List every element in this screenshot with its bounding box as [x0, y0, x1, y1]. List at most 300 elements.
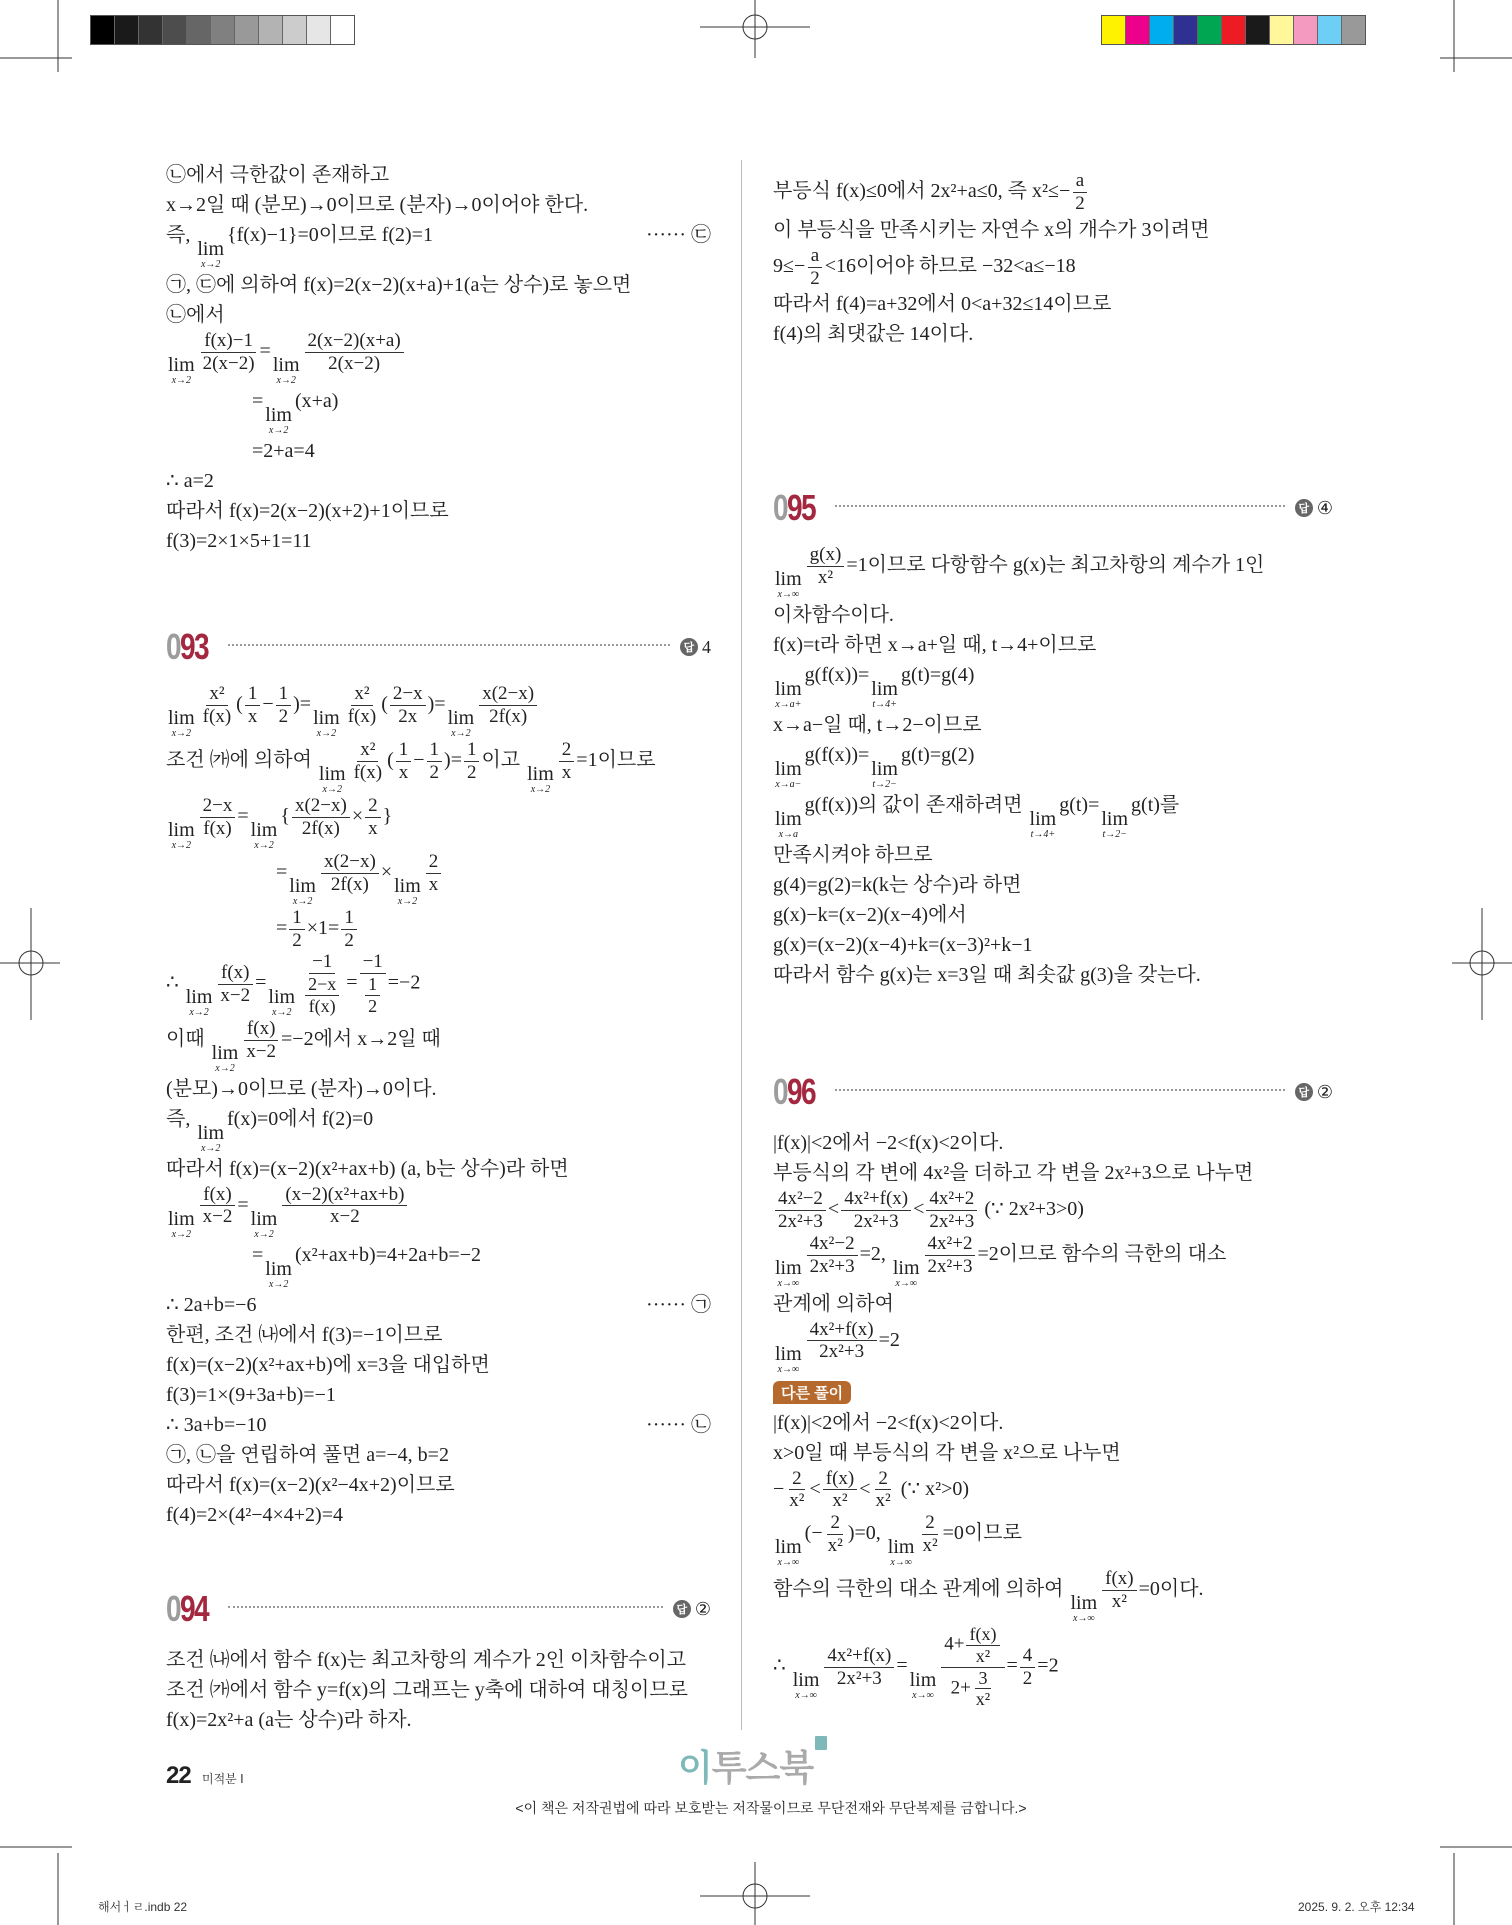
math-text: x: [398, 761, 409, 783]
limit-expression: [289, 876, 316, 907]
lim-operator: lim: [792, 1668, 820, 1691]
math-text: 1: [292, 906, 302, 928]
problem-number-main: 93: [180, 626, 209, 667]
limit-expression: [313, 708, 340, 739]
fraction-denominator: [559, 762, 575, 784]
fraction: [243, 1018, 279, 1063]
math-text: 2x²+3: [853, 1210, 899, 1232]
solution-line: [773, 840, 1333, 870]
fraction-denominator: [328, 874, 372, 896]
fraction: [345, 683, 379, 728]
fraction-numerator: [789, 1468, 805, 1491]
fraction: [464, 739, 480, 784]
math-text: 조건 ㈏에서 함수 f(x)는 최고차항의 계수가 2인 이차함수이고: [166, 1649, 687, 1671]
problem-number-prefix: 0: [166, 1588, 181, 1629]
math-text: f(x)−1: [204, 330, 253, 351]
fraction-denominator: [926, 1211, 977, 1233]
solution-line: [166, 330, 711, 386]
lim-operator: lim: [268, 985, 296, 1008]
math-text: 2x²+3: [809, 1255, 855, 1277]
lim-operator: lim: [168, 706, 195, 729]
limit-expression: [775, 679, 802, 710]
color-swatch: [1342, 16, 1365, 44]
limit-expression: [268, 987, 295, 1018]
fraction: [365, 974, 380, 1017]
solution-line: [773, 630, 1333, 660]
lim-operator: lim: [1101, 807, 1129, 830]
logo-text-first: 이: [678, 1747, 712, 1788]
math-text: 2: [810, 267, 820, 289]
math-text: a: [1075, 170, 1085, 191]
math-text: ㉡에서 극한값이 존재하고: [166, 164, 390, 186]
limit-expression: [893, 1258, 920, 1289]
lim-subscript: x→2: [215, 1062, 235, 1074]
fraction-numerator: [396, 739, 412, 762]
math-text: g(t)=: [1059, 793, 1100, 816]
limit-expression: [871, 759, 898, 790]
fraction-numerator: [321, 851, 379, 874]
solution-line: [773, 710, 1333, 740]
solution-line: [166, 190, 711, 220]
solution-line: [166, 1290, 711, 1320]
solution-line: [773, 1512, 1333, 1568]
solution-line: [773, 1128, 1333, 1158]
math-text: ×1=: [306, 916, 340, 939]
math-text: (분모)→0이므로 (분자)→0이다.: [166, 1077, 437, 1100]
math-text: ∴ 2a+b=−6: [166, 1293, 257, 1316]
solution-line: [166, 1410, 711, 1440]
fraction-denominator: [829, 1490, 850, 1512]
lim-operator: lim: [1070, 1592, 1098, 1615]
fraction: [926, 1188, 977, 1233]
math-text: 4x²+f(x): [827, 1644, 892, 1666]
math-text: <: [809, 1477, 821, 1500]
limit-expression: [1030, 809, 1057, 840]
lim-subscript: x→2: [189, 1006, 209, 1018]
color-swatch: [283, 16, 307, 44]
fraction: [825, 1512, 846, 1557]
fraction-denominator: [351, 762, 385, 784]
dotted-leader: [835, 505, 1285, 507]
lim-operator: lim: [887, 1536, 915, 1559]
math-text: 1: [429, 738, 440, 760]
fraction-numerator: [200, 795, 236, 818]
solution-line: [166, 1645, 711, 1675]
math-text: 9≤−: [773, 254, 806, 277]
fraction-denominator: [873, 1490, 894, 1512]
math-text: ×: [351, 804, 364, 827]
lim-subscript: x→∞: [895, 1277, 917, 1289]
lim-subscript: t→4+: [1030, 828, 1056, 840]
fraction: [292, 795, 350, 840]
solution-line: [166, 907, 711, 952]
lim-subscript: x→∞: [777, 1363, 800, 1375]
lim-subscript: x→2: [200, 259, 221, 270]
limit-expression: [168, 355, 195, 386]
problem-number: [773, 487, 829, 529]
solution-line: [773, 215, 1333, 245]
math-text: =: [346, 971, 358, 994]
math-text: ×: [380, 860, 393, 883]
color-swatch: [1102, 16, 1126, 44]
math-text: 2: [344, 929, 354, 951]
fraction-numerator: [282, 1184, 407, 1207]
fraction: [305, 330, 404, 375]
lim-operator: lim: [447, 706, 475, 729]
limit-expression: [871, 679, 898, 710]
limit-expression: [793, 1670, 820, 1701]
math-text: f(x): [353, 761, 383, 783]
lim-operator: lim: [775, 567, 802, 590]
logo-text-rest: 투스북: [711, 1747, 814, 1788]
math-text: 2: [1075, 192, 1085, 214]
print-slug-date: 2025. 9. 2. 오후 12:34: [1298, 1900, 1415, 1914]
solution-line: [773, 960, 1333, 990]
fraction: [966, 1624, 999, 1667]
math-text: =−2: [387, 971, 421, 994]
fraction-denominator: [396, 762, 412, 784]
math-text: (x−2)(x²+ax+b): [285, 1183, 405, 1205]
fraction: [427, 739, 443, 784]
fraction-numerator: [875, 1468, 891, 1491]
fraction: [807, 1319, 877, 1364]
fraction-numerator: [807, 544, 845, 567]
solution-line: [166, 1470, 711, 1500]
fraction: [200, 795, 236, 840]
solution-line: [773, 870, 1333, 900]
math-text: =0이므로: [942, 1522, 1022, 1545]
solution-line: [166, 1380, 711, 1410]
color-swatch: [1294, 16, 1318, 44]
math-text: g(x)=(x−2)(x−4)+k=(x−3)²+k−1: [773, 933, 1033, 956]
math-text: (∵ 2x²+3>0): [979, 1197, 1084, 1220]
fraction-denominator: [289, 930, 305, 952]
fraction-numerator: [1020, 1645, 1036, 1668]
math-text: f(x)=(x−2)(x²+ax+b)에 x=3을 대입하면: [166, 1353, 490, 1376]
fraction-denominator: [276, 706, 292, 728]
math-text: 4x²+f(x): [809, 1318, 874, 1340]
math-text: f(x): [203, 1183, 232, 1205]
publisher-logo: [678, 1740, 813, 1791]
fraction: [341, 907, 357, 952]
fraction-numerator: [305, 330, 404, 353]
solution-line: [166, 1154, 711, 1184]
fraction-numerator: [464, 739, 480, 762]
math-text: 2: [292, 929, 302, 951]
fraction-numerator: [807, 1233, 858, 1256]
lim-subscript: t→2−: [1102, 828, 1127, 840]
math-text: 2+: [950, 1677, 971, 1699]
lim-operator: lim: [168, 353, 195, 376]
limit-expression: [1070, 1593, 1097, 1624]
math-text: 한편, 조건 ㈏에서 f(3)=−1이므로: [166, 1323, 443, 1346]
fraction-denominator: [427, 762, 443, 784]
solution-line: [773, 1188, 1333, 1233]
math-text: 즉,: [166, 224, 196, 246]
fraction-denominator: [825, 1535, 846, 1557]
math-text: ∴ 3a+b=−10: [166, 1413, 267, 1436]
fraction-denominator: [816, 1341, 867, 1363]
math-text: 2(x−2): [328, 352, 381, 374]
lim-operator: lim: [250, 818, 278, 841]
fraction-numerator: [365, 974, 380, 996]
math-text: 2: [429, 761, 440, 783]
solution-line: [773, 790, 1333, 840]
math-text: 2: [466, 761, 477, 783]
math-text: (−: [804, 1522, 823, 1545]
color-swatch: [1270, 16, 1294, 44]
limit-expression: [212, 1043, 239, 1074]
math-text: 이차함수이다.: [773, 603, 894, 626]
solution-line: [166, 496, 711, 526]
math-text: (x+a): [294, 389, 339, 412]
math-text: x²: [354, 683, 370, 704]
math-text: 1: [398, 738, 409, 760]
fraction: [426, 851, 442, 896]
equation-label: ······ ㉢: [646, 224, 711, 246]
color-swatch: [1174, 16, 1198, 44]
fraction-numerator: [807, 1319, 877, 1342]
lim-subscript: x→∞: [777, 1557, 800, 1569]
math-text: f(x): [969, 1624, 997, 1645]
lim-subscript: x→∞: [795, 1689, 817, 1701]
math-text: {: [280, 804, 290, 827]
math-text: 2: [792, 1467, 802, 1489]
problem-096: [773, 1070, 1333, 1710]
fraction-numerator: [827, 1512, 843, 1535]
fraction: [807, 245, 823, 290]
solution-line: [166, 526, 711, 556]
lim-subscript: x→2: [451, 727, 471, 739]
fraction-denominator: [365, 818, 381, 840]
lim-subscript: x→2: [530, 783, 551, 795]
fraction-denominator: [327, 1206, 363, 1228]
fraction: [841, 1188, 911, 1233]
fraction-denominator: [919, 1535, 940, 1557]
solution-line: [166, 1184, 711, 1240]
solution-line: [773, 1233, 1333, 1289]
fraction-denominator: [200, 706, 234, 728]
math-text: =: [276, 860, 288, 883]
math-text: 따라서 f(x)=(x−2)(x²+ax+b) (a, b는 상수)라 하면: [166, 1157, 569, 1180]
math-text: x−2: [246, 1040, 277, 1062]
lim-subscript: x→∞: [777, 588, 800, 600]
limit-expression: [251, 820, 278, 851]
solution-line: [773, 1468, 1333, 1513]
math-text: x²: [209, 683, 225, 704]
lim-subscript: x→2: [200, 1142, 221, 1154]
math-text: f(x): [246, 1017, 276, 1039]
math-text: 2f(x): [301, 817, 340, 839]
math-text: 1: [466, 738, 477, 760]
limit-expression: [394, 876, 421, 907]
fraction-denominator: [245, 706, 261, 728]
lim-subscript: t→2−: [872, 778, 897, 790]
math-text: 2: [1022, 1667, 1033, 1689]
fraction: [1102, 1568, 1136, 1613]
math-text: x²: [817, 566, 834, 588]
fraction: [217, 962, 253, 1007]
limit-expression: [775, 759, 802, 790]
math-text: =: [237, 804, 249, 827]
fraction-numerator: [292, 795, 350, 818]
fraction-numerator: [841, 1188, 911, 1211]
copyright-notice: <이 책은 저작권법에 따라 보호받는 저작물이므로 무단전재와 무단복제를 금합니다.>: [515, 1800, 1027, 1816]
lim-operator: lim: [272, 353, 300, 376]
math-text: (x²+ax+b)=4+2a+b=−2: [294, 1243, 481, 1266]
math-text: g(f(x))=: [804, 743, 870, 766]
math-text: =: [255, 971, 267, 994]
lim-operator: lim: [185, 985, 213, 1008]
math-text: 2x²+3: [929, 1210, 975, 1232]
problem-094: [166, 1587, 711, 1735]
math-text: ∴: [166, 971, 184, 994]
lim-subscript: x→2: [397, 895, 418, 907]
lim-operator: lim: [775, 757, 802, 780]
fraction-numerator: [276, 683, 292, 706]
fraction-denominator: [360, 974, 385, 1017]
limit-expression: [168, 820, 195, 851]
math-text: x(2−x): [294, 794, 347, 816]
math-text: g(t)를: [1131, 793, 1180, 816]
solution-line: [773, 245, 1333, 290]
fraction: [559, 739, 575, 784]
math-text: ∴: [773, 1654, 791, 1677]
problem-number-prefix: 0: [773, 1071, 788, 1112]
print-slug-file: 해서ㅓㄹ.indb 22: [98, 1900, 188, 1914]
solution-line: [166, 1240, 711, 1290]
problem-header: [773, 1070, 1333, 1114]
math-text: =: [896, 1654, 908, 1677]
lim-subscript: x→a: [778, 828, 799, 840]
solution-line: [773, 1624, 1333, 1710]
math-text: 4: [1022, 1644, 1033, 1666]
fraction-numerator: [244, 1018, 278, 1041]
math-text: 이 부등식을 만족시키는 자연수 x의 개수가 3이려면: [773, 218, 1210, 241]
math-text: (: [381, 692, 388, 715]
lim-subscript: x→2: [254, 839, 274, 851]
answer-value: 4: [702, 636, 711, 657]
limit-expression: [775, 809, 802, 840]
math-text: =−2에서 x→2일 때: [281, 1027, 441, 1050]
fraction-denominator: [426, 874, 442, 896]
book-icon: [815, 1736, 827, 1750]
math-text: g(t)=g(2): [900, 743, 975, 766]
answer-icon: 답: [680, 638, 698, 656]
math-text: 1: [344, 906, 354, 928]
math-text: x²: [922, 1535, 938, 1557]
math-text: x−2: [220, 984, 251, 1006]
solution-line: [773, 660, 1333, 710]
lim-operator: lim: [289, 874, 316, 897]
solution-line: [773, 900, 1333, 930]
math-text: ㉠, ㉢에 의하여 f(x)=2(x−2)(x+a)+1(a는 상수)로 놓으면: [166, 274, 632, 296]
math-text: )=: [444, 748, 462, 771]
limit-expression: [910, 1670, 937, 1701]
fraction-denominator: [365, 996, 380, 1017]
problem-number-main: 96: [787, 1071, 816, 1112]
lim-operator: lim: [909, 1668, 937, 1691]
solution-line: [166, 795, 711, 851]
lim-operator: lim: [265, 403, 292, 426]
math-text: 이고: [481, 748, 526, 771]
math-text: <16이어야 하므로 −32<a≤−18: [824, 254, 1076, 277]
math-text: 2: [368, 794, 378, 816]
math-text: 2(x−2): [202, 352, 255, 374]
color-swatch: [1318, 16, 1342, 44]
math-text: |f(x)|<2에서 −2<f(x)<2이다.: [773, 1132, 1004, 1154]
fraction-numerator: [427, 739, 443, 762]
lim-subscript: x→2: [268, 1278, 289, 1290]
limit-expression: [265, 1259, 292, 1290]
math-text: f(x)=0에서 f(2)=0: [227, 1107, 374, 1130]
left-top-solution: [166, 160, 711, 556]
math-text: −: [773, 1477, 785, 1500]
solution-line: [166, 270, 711, 300]
math-text: f(4)=2×(4²−4×4+2)=4: [166, 1503, 343, 1526]
fraction-denominator: [1020, 1668, 1036, 1690]
color-swatch: [187, 16, 211, 44]
lim-operator: lim: [394, 874, 421, 897]
lim-operator: lim: [775, 807, 802, 830]
fraction-numerator: [365, 795, 381, 818]
limit-expression: [775, 1258, 802, 1289]
equation-label: ······ ㉡: [646, 1413, 711, 1436]
solution-line: [773, 740, 1333, 790]
math-text: 1: [278, 683, 289, 704]
fraction: [360, 951, 386, 1016]
math-text: 4+: [944, 1633, 965, 1655]
fraction-denominator: [299, 818, 343, 840]
math-text: g(f(x))의 값이 존재하려면: [804, 793, 1028, 816]
right-top-solution: [773, 170, 1333, 349]
fraction-numerator: [351, 683, 372, 706]
math-text: f(x): [825, 1467, 855, 1489]
fraction: [1020, 1645, 1036, 1690]
math-text: g(x): [809, 544, 842, 565]
problem-093: [166, 625, 711, 1530]
fraction-denominator: [306, 996, 339, 1017]
fraction-denominator: [948, 1668, 999, 1711]
fraction: [786, 1468, 807, 1513]
fraction-denominator: [807, 268, 823, 290]
math-text: {f(x)−1}=0이므로 f(2)=1: [227, 224, 433, 246]
fraction-numerator: [559, 739, 575, 762]
fraction: [941, 1624, 1004, 1710]
limit-expression: [527, 764, 554, 795]
color-swatch: [331, 16, 354, 44]
fraction: [351, 739, 385, 784]
fraction-denominator: [925, 1256, 976, 1278]
problem-header: [166, 625, 711, 669]
solution-line: [166, 300, 711, 330]
limit-expression: [319, 764, 346, 795]
math-text: 2x²+3: [819, 1341, 865, 1363]
fraction-denominator: [300, 974, 344, 1017]
math-text: =2: [1037, 1654, 1059, 1677]
limit-expression: [197, 239, 224, 270]
lim-operator: lim: [168, 818, 195, 841]
page-number: 22: [166, 1762, 191, 1789]
math-text: f(3)=1×(9+3a+b)=−1: [166, 1383, 336, 1406]
fraction-numerator: [479, 683, 537, 706]
lim-subscript: x→2: [276, 374, 296, 386]
math-text: −1: [362, 951, 383, 973]
solution-line: [773, 289, 1333, 319]
math-text: 1: [368, 974, 378, 995]
math-text: 이때: [166, 1027, 210, 1050]
math-text: g(x)−k=(x−2)(x−4)에서: [773, 903, 967, 926]
